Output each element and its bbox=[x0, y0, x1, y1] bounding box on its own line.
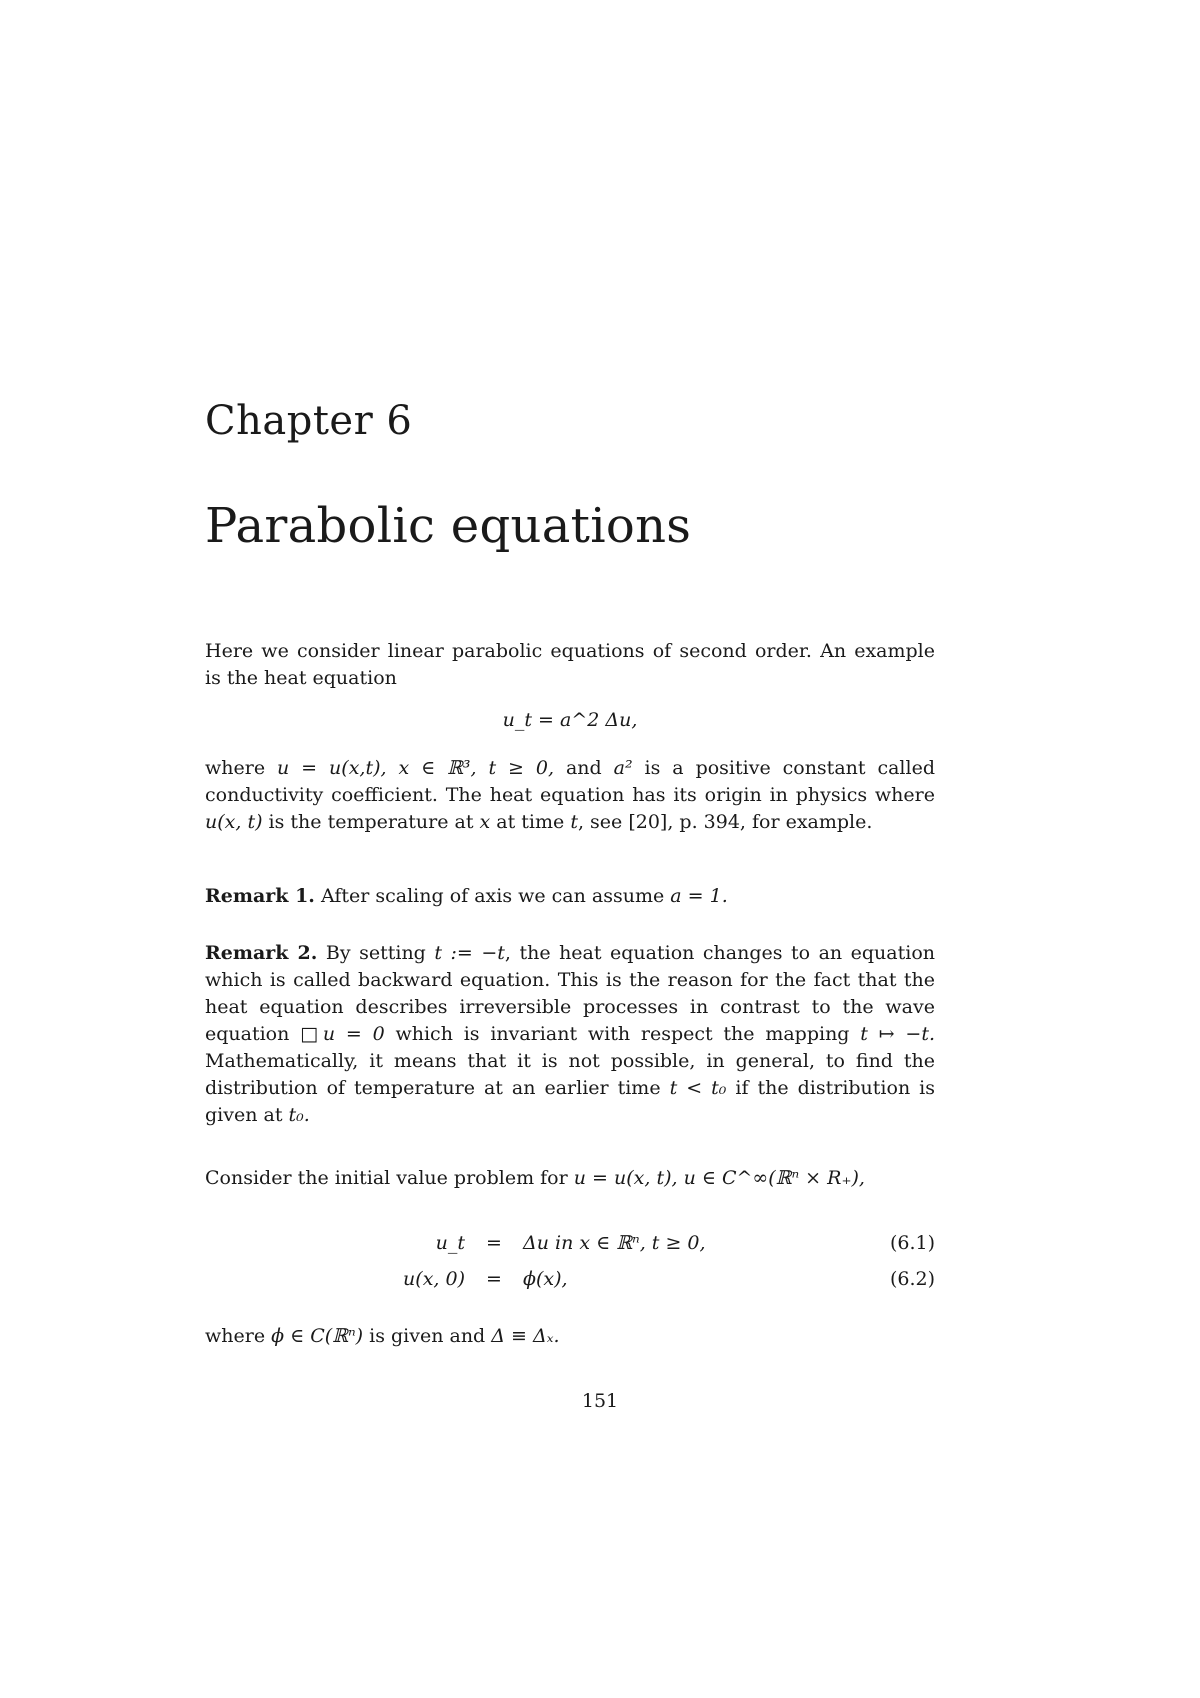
page-number: 151 bbox=[581, 1390, 619, 1412]
where-phi-paragraph: where ϕ ∈ C(ℝⁿ) is given and Δ ≡ Δₓ. bbox=[205, 1325, 560, 1347]
remark-1: Remark 1. After scaling of axis we can assume a = 1. bbox=[205, 885, 728, 907]
remark-2-heading: Remark 2. bbox=[205, 942, 318, 964]
remark-2: Remark 2. By setting t := −t, the heat equation changes to an equation which is called backward equation. This is the reason for the fact that the heat equation describes irreversible processes in contrast to the wave equation □u = 0 which is invariant with respect the mapping t ↦ −t. Mathematically, it means that it is not possible, in general, to find the distribution of temperature at an earlier time t < t₀ if the distribution is given at t₀. bbox=[205, 942, 936, 1126]
chapter-title: Parabolic equations bbox=[205, 498, 692, 554]
intro-paragraph: Here we consider linear parabolic equations of second order. An example is the heat equation bbox=[205, 640, 935, 689]
initial-value-paragraph: Consider the initial value problem for u = u(x, t), u ∈ C^∞(ℝⁿ × R₊), bbox=[205, 1167, 865, 1189]
where-paragraph: where u = u(x,t), x ∈ ℝ³, t ≥ 0, and a² is a positive constant called conductivity coefficient. The heat equation has its origin in physics where u(x, t) is the temperature at x at time t, see [20], p. 394, for example. bbox=[205, 757, 935, 833]
chapter-label: Chapter 6 bbox=[205, 398, 413, 444]
heat-equation: u_t = a^2 Δu, bbox=[502, 709, 638, 731]
equation-6-2: u(x, 0) = ϕ(x), (6.2) bbox=[205, 1264, 935, 1294]
equation-6-1: u_t = Δu in x ∈ ℝⁿ, t ≥ 0, (6.1) bbox=[205, 1228, 935, 1258]
equation-number: (6.2) bbox=[889, 1268, 935, 1290]
equation-number: (6.1) bbox=[889, 1232, 935, 1254]
remark-1-heading: Remark 1. bbox=[205, 885, 315, 907]
